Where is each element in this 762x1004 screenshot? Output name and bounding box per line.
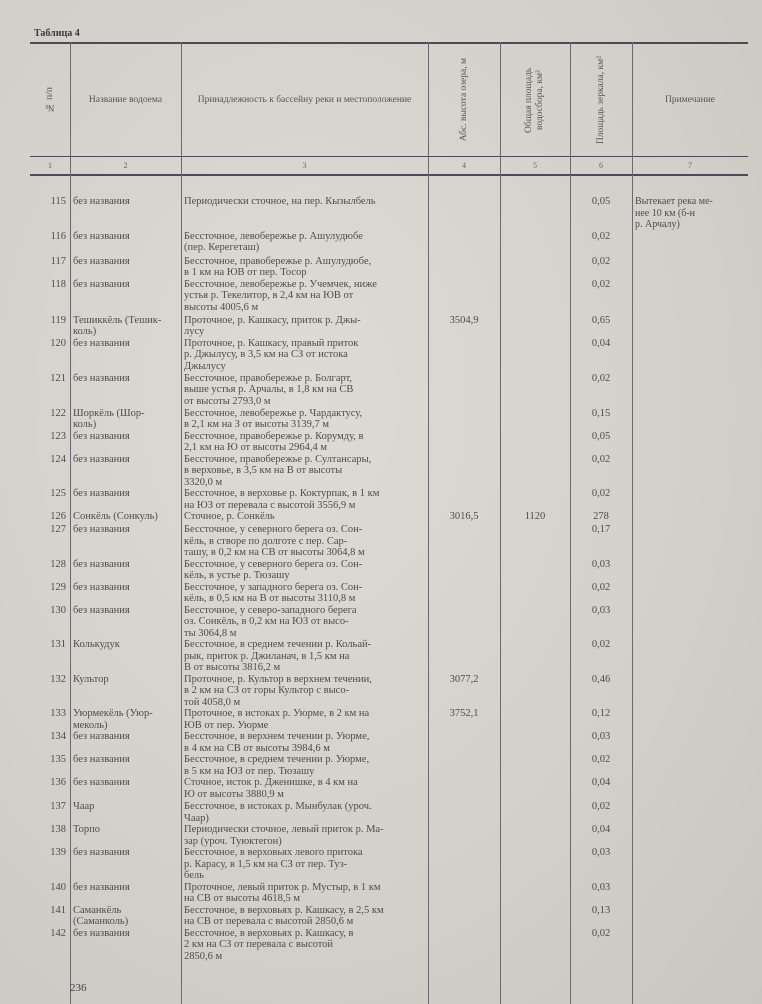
note	[632, 905, 748, 928]
catchment-area	[500, 559, 570, 582]
surface-area: 0,04	[591, 824, 611, 835]
surface-area: 0,05	[591, 196, 611, 207]
basin-location: Бессточное, правобережье р. Болгарт, выше устья р. Арчалы, в 1,8 км на СВ от высоты 2793,0 м	[184, 372, 354, 407]
table-row	[30, 731, 748, 754]
altitude	[428, 196, 500, 231]
row-number: 130	[50, 604, 66, 616]
surface-area: 0,15	[591, 407, 611, 419]
altitude	[428, 524, 500, 559]
altitude	[428, 454, 500, 489]
row-number: 137	[50, 801, 66, 812]
note	[632, 511, 748, 524]
note	[632, 928, 748, 968]
basin-location: Бессточное, левобережье р. Ашулудюбе (пер. Керегеташ)	[184, 230, 363, 253]
lake-name: Уюрмекёль (Уюр- меколь)	[73, 708, 153, 731]
lake-name: Тешиккёль (Тешик- коль)	[73, 314, 162, 337]
altitude	[428, 639, 500, 674]
note	[632, 559, 748, 582]
header-name-cell	[70, 44, 181, 156]
altitude	[428, 882, 500, 905]
row-number: 134	[50, 731, 66, 742]
catchment-area	[500, 279, 570, 315]
surface-area: 0,02	[591, 278, 611, 290]
catchment-area	[500, 582, 570, 605]
lake-name: без названия	[73, 604, 130, 616]
altitude	[428, 928, 500, 968]
basin-location: Бессточное, в среднем течении р. Уюрме, в 5 км на ЮЗ от пер. Тюзашу	[184, 754, 370, 777]
surface-area: 0,13	[591, 904, 611, 916]
note	[632, 488, 748, 511]
catchment-area: 1120	[524, 511, 546, 522]
basin-location: Бессточное, у северного берега оз. Сон- кёль, в створе по долготе с пер. Сар- ташу, в 0,2 км на СВ от высоты 3064,8 м	[184, 524, 365, 558]
column-number: 6	[599, 161, 603, 170]
table-row	[30, 674, 748, 709]
catchment-area	[500, 454, 570, 489]
catchment-area	[500, 928, 570, 968]
catchment-area	[500, 824, 570, 847]
table-row	[30, 801, 748, 824]
basin-location: Бессточное, левобережье р. Учемчек, ниже устья р. Текелитор, в 2,4 км на ЮВ от высоты 4005,6 м	[184, 278, 377, 313]
header-surface-cell	[570, 44, 632, 156]
lake-name: без названия	[73, 581, 130, 593]
basin-location: Проточное, левый приток р. Мустыр, в 1 км на СВ от высоты 4618,5 м	[184, 881, 381, 904]
catchment-area	[500, 315, 570, 338]
lake-name: без названия	[73, 731, 130, 742]
basin-location: Сточное, исток р. Дженишке, в 4 км на Ю от высоты 3880,9 м	[184, 777, 358, 800]
catchment-area	[500, 639, 570, 674]
table-row	[30, 605, 748, 640]
table-row	[30, 847, 748, 882]
basin-location: Бессточное, в верховье р. Коктурпак, в 1 км на ЮЗ от перевала с высотой 3556,9 м	[184, 488, 380, 511]
catchment-area	[500, 731, 570, 754]
lake-name: без названия	[73, 524, 130, 535]
table-body	[30, 176, 748, 976]
catchment-area	[500, 801, 570, 824]
row-number: 116	[50, 230, 66, 242]
note	[632, 708, 748, 731]
altitude	[428, 373, 500, 408]
basin-location: Проточное, р. Кашкасу, правый приток р. Джылусу, в 3,5 км на СЗ от истока Джылусу	[184, 337, 359, 372]
catchment-area	[500, 488, 570, 511]
basin-location: Бессточное, правобережье р. Султансары, в верховье, в 3,5 км на В от высоты 3320,0 м	[184, 453, 372, 488]
catchment-area	[500, 674, 570, 709]
lake-name: Чаар	[73, 801, 95, 812]
catchment-area	[500, 708, 570, 731]
note	[632, 801, 748, 824]
table-row	[30, 338, 748, 373]
lake-name: без названия	[73, 754, 130, 765]
surface-area: 0,02	[591, 754, 611, 765]
note	[632, 279, 748, 315]
note	[632, 882, 748, 905]
catchment-area	[500, 605, 570, 640]
basin-location: Бессточное, у северо-западного берега оз. Сонкёль, в 0,2 км на ЮЗ от высо- ты 3064,8 м	[184, 604, 357, 639]
surface-area: 0,03	[591, 881, 611, 893]
basin-location: Бессточное, в среднем течении р. Кольай- рык, приток р. Джиланач, в 1,5 км на В от высоты 3816,2 м	[184, 639, 372, 673]
basin-location: Бессточное, левобережье р. Чардактусу, в 2,1 км на З от высоты 3139,7 м	[184, 407, 363, 430]
page-number: 236	[70, 981, 87, 994]
catchment-area	[500, 373, 570, 408]
table-row	[30, 511, 748, 524]
lake-name: Торпо	[73, 824, 100, 835]
column-number: 2	[123, 161, 128, 170]
note	[632, 338, 748, 373]
row-number: 140	[50, 881, 66, 893]
note	[632, 431, 748, 454]
table-caption: Таблица 4	[34, 28, 80, 39]
surface-area: 0,04	[591, 337, 611, 349]
altitude: 3016,5	[449, 511, 479, 522]
row-number: 128	[50, 558, 66, 570]
column-divider	[428, 42, 429, 1004]
lake-name: без названия	[73, 558, 130, 570]
surface-area: 0,02	[591, 488, 611, 499]
header-basin-cell	[181, 44, 428, 156]
note	[632, 824, 748, 847]
altitude: 3077,2	[449, 673, 479, 685]
table-row	[30, 708, 748, 731]
basin-location: Бессточное, у западного берега оз. Сон- кёль, в 0,5 км на В от высоты 3110,8 м	[184, 581, 363, 604]
altitude	[428, 824, 500, 847]
surface-area: 0,04	[591, 777, 611, 788]
note	[632, 373, 748, 408]
row-number: 124	[50, 453, 66, 465]
basin-location: Проточное, р. Культор в верхнем течении, в 2 км на СЗ от горы Культор с высо- той 4058,0 м	[184, 673, 372, 708]
altitude	[428, 279, 500, 315]
lake-name: без названия	[73, 196, 130, 207]
table-row	[30, 639, 748, 674]
basin-location: Периодически сточное, левый приток р. Ма- зар (уроч. Туюктегон)	[184, 824, 384, 847]
header-note: Примечание	[664, 94, 716, 105]
catchment-area	[500, 256, 570, 279]
header-catchment-cell	[500, 44, 570, 156]
surface-area: 278	[593, 511, 609, 522]
surface-area: 0,65	[591, 314, 611, 326]
row-number: 122	[50, 407, 66, 419]
basin-location: Периодически сточное, на пер. Кызылбель	[184, 196, 376, 207]
header-note-cell	[632, 44, 748, 156]
altitude	[428, 431, 500, 454]
catchment-area	[500, 431, 570, 454]
note	[632, 639, 748, 674]
lake-name: без названия	[73, 777, 130, 788]
note	[632, 408, 748, 431]
row-number: 115	[50, 196, 66, 207]
altitude	[428, 731, 500, 754]
catchment-area	[500, 338, 570, 373]
altitude: 3504,9	[449, 314, 479, 326]
table-row	[30, 431, 748, 454]
header-surface-area: Площадь зеркала, км²	[595, 55, 606, 145]
row-number: 132	[50, 673, 66, 685]
row-number: 125	[50, 488, 66, 499]
row-number: 139	[50, 847, 66, 858]
altitude	[428, 582, 500, 605]
altitude	[428, 847, 500, 882]
table-row	[30, 231, 748, 256]
row-number: 117	[50, 255, 66, 267]
lake-name: без названия	[73, 230, 130, 242]
column-number: 1	[48, 161, 52, 170]
surface-area: 0,03	[591, 604, 611, 616]
catchment-area	[500, 754, 570, 777]
basin-location: Проточное, р. Кашкасу, приток р. Джы- лусу	[184, 314, 361, 337]
altitude	[428, 256, 500, 279]
basin-location: Бессточное, в верховьях р. Кашкасу, в 2 км на СЗ от перевала с высотой 2850,6 м	[184, 927, 354, 962]
row-number: 123	[50, 430, 66, 442]
table-row	[30, 524, 748, 559]
lakes-table	[30, 42, 748, 1004]
altitude	[428, 801, 500, 824]
table-row	[30, 488, 748, 511]
column-number: 7	[688, 161, 692, 170]
surface-area: 0,02	[591, 639, 611, 650]
lake-name: без названия	[73, 881, 130, 893]
header-number-cell	[30, 44, 70, 156]
lake-name: без названия	[73, 430, 130, 442]
surface-area: 0,12	[591, 708, 611, 719]
altitude	[428, 605, 500, 640]
altitude	[428, 777, 500, 801]
lake-name: без названия	[73, 488, 130, 499]
column-number: 4	[462, 161, 466, 170]
catchment-area	[500, 524, 570, 559]
column-divider	[632, 42, 633, 1004]
note	[632, 524, 748, 559]
row-number: 135	[50, 754, 66, 765]
row-number: 119	[50, 314, 66, 326]
basin-location: Проточное, в истоках р. Уюрме, в 2 км на ЮВ от пер. Уюрме	[184, 708, 370, 731]
catchment-area	[500, 196, 570, 231]
surface-area: 0,17	[591, 524, 611, 535]
basin-location: Бессточное, в верховьях левого притока р. Карасу, в 1,5 км на СЗ от пер. Туз- бель	[184, 847, 363, 881]
row-number: 142	[50, 927, 66, 939]
table-row	[30, 196, 748, 231]
lake-name: Саманкёль (Саманколь)	[73, 904, 129, 927]
surface-area: 0,02	[591, 372, 611, 384]
catchment-area	[500, 882, 570, 905]
lake-name: без названия	[73, 927, 130, 939]
table-row	[30, 454, 748, 489]
surface-area: 0,02	[591, 255, 611, 267]
row-number: 136	[50, 777, 66, 788]
basin-location: Бессточное, в верховьях р. Кашкасу, в 2,5 км на СВ от перевала с высотой 2850,6 м	[184, 904, 384, 927]
table-row	[30, 882, 748, 905]
note	[632, 582, 748, 605]
note	[632, 256, 748, 279]
note	[632, 777, 748, 801]
column-number: 3	[302, 161, 307, 170]
basin-location: Сточное, р. Сонкёль	[184, 511, 275, 522]
table-row	[30, 777, 748, 801]
row-number: 141	[50, 904, 66, 916]
basin-location: Бессточное, в верхнем течении р. Уюрме, в 4 км на СВ от высоты 3984,6 м	[184, 731, 370, 754]
row-number: 121	[50, 372, 66, 384]
altitude	[428, 338, 500, 373]
table-row	[30, 824, 748, 847]
row-number: 129	[50, 581, 66, 593]
surface-area: 0,03	[591, 847, 611, 858]
surface-area: 0,02	[591, 230, 611, 242]
surface-area: 0,03	[591, 558, 611, 570]
row-number: 120	[50, 337, 66, 349]
surface-area: 0,46	[591, 673, 611, 685]
altitude: 3752,1	[449, 708, 479, 719]
lake-name: Шоркёль (Шор- коль)	[73, 407, 145, 430]
surface-area: 0,02	[591, 453, 611, 465]
catchment-area	[500, 408, 570, 431]
note	[632, 674, 748, 709]
row-number: 126	[50, 511, 66, 522]
altitude	[428, 754, 500, 777]
header-catchment-area: Общая площадь водосбора, км²	[524, 67, 545, 133]
note	[632, 231, 748, 256]
column-number: 5	[533, 161, 537, 170]
table-row	[30, 256, 748, 279]
row-number: 133	[50, 708, 66, 719]
altitude	[428, 559, 500, 582]
altitude	[428, 408, 500, 431]
catchment-area	[500, 905, 570, 928]
lake-name: Сонкёль (Сонкуль)	[73, 511, 158, 522]
lake-name: Колькудук	[73, 639, 120, 650]
basin-location: Бессточное, правобережье р. Корумду, в 2,1 км на Ю от высоты 2964,4 м	[184, 430, 364, 453]
note	[632, 847, 748, 882]
table-row	[30, 373, 748, 408]
row-number: 118	[50, 278, 66, 290]
note	[632, 454, 748, 489]
row-number: 138	[50, 824, 66, 835]
table-row	[30, 315, 748, 338]
basin-location: Бессточное, в истоках р. Мынбулак (уроч. Чаар)	[184, 801, 372, 824]
table-row	[30, 408, 748, 431]
column-divider	[570, 42, 571, 1004]
header-altitude: Абс. высота озера, м	[458, 58, 469, 142]
table-row	[30, 279, 748, 315]
lake-name: без названия	[73, 255, 130, 267]
column-number-row	[30, 157, 748, 176]
table-row	[30, 905, 748, 928]
header-altitude-cell	[428, 44, 500, 156]
table-row	[30, 582, 748, 605]
column-divider	[70, 42, 71, 1004]
lake-name: без названия	[73, 337, 130, 349]
surface-area: 0,02	[591, 581, 611, 593]
surface-area: 0,02	[591, 927, 611, 939]
basin-location: Бессточное, правобережье р. Ашулудюбе, в 1 км на ЮВ от пер. Тосор	[184, 255, 372, 278]
surface-area: 0,02	[591, 801, 611, 812]
column-divider	[181, 42, 182, 1004]
header-name: Название водоема	[88, 94, 163, 105]
note	[632, 605, 748, 640]
note	[632, 731, 748, 754]
column-divider	[500, 42, 501, 1004]
note: Вытекает река ме- нее 10 км (б-н р. Арчалу)	[635, 196, 713, 230]
lake-name: Культор	[73, 673, 109, 685]
altitude	[428, 231, 500, 256]
row-number: 127	[50, 524, 66, 535]
row-number: 131	[50, 639, 66, 650]
altitude	[428, 905, 500, 928]
catchment-area	[500, 231, 570, 256]
surface-area: 0,03	[591, 731, 611, 742]
table-row	[30, 559, 748, 582]
header-basin-location: Принадлежность к бассейну реки и местоположение	[197, 94, 412, 105]
catchment-area	[500, 847, 570, 882]
basin-location: Бессточное, у северного берега оз. Сон- кёль, в устье р. Тюзашу	[184, 558, 363, 581]
note	[632, 754, 748, 777]
lake-name: без названия	[73, 278, 130, 290]
lake-name: без названия	[73, 847, 130, 858]
surface-area: 0,05	[591, 430, 611, 442]
table-header	[30, 42, 748, 157]
header-number: № п/п	[44, 87, 55, 113]
lake-name: без названия	[73, 453, 130, 465]
note	[632, 315, 748, 338]
table-row	[30, 928, 748, 968]
altitude	[428, 488, 500, 511]
catchment-area	[500, 777, 570, 801]
table-row	[30, 754, 748, 777]
lake-name: без названия	[73, 372, 130, 384]
